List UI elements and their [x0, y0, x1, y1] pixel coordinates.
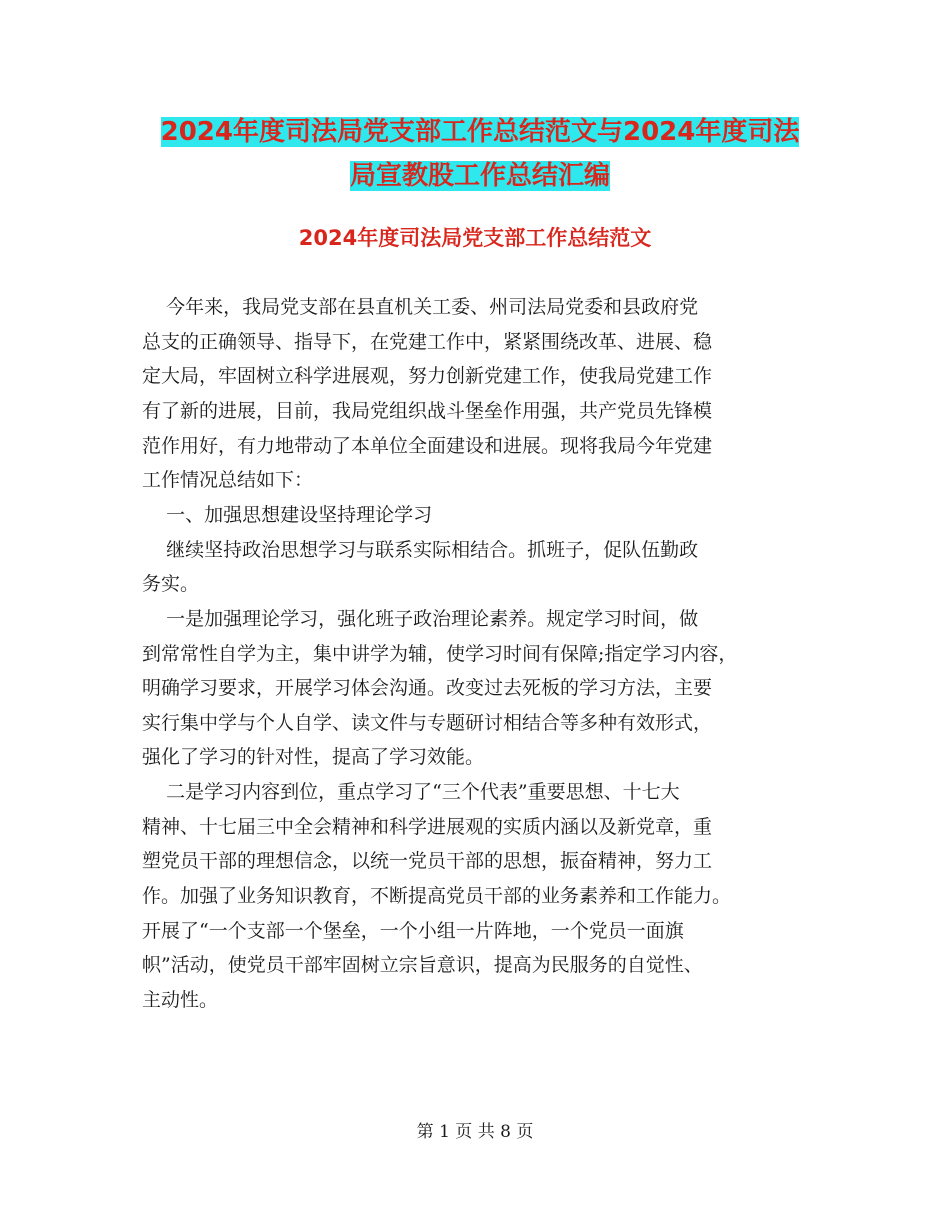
body-line: 工作情况总结如下：: [142, 469, 314, 492]
main-title-line-1: [130, 109, 830, 155]
body-line: 务实。: [142, 573, 200, 596]
body-line: 定大局，牢固树立科学进展观，努力创新党建工作，使我局党建工作: [142, 365, 713, 388]
body-line: 继续坚持政治思想学习与联系实际相结合。抓班子，促队伍勤政: [142, 538, 699, 561]
body-line: 今年来，我局党支部在县直机关工委、州司法局党委和县政府党: [142, 296, 699, 318]
body-line: 实行集中学与个人自学、读文件与专题研讨相结合等多种有效形式，: [142, 711, 713, 734]
body-line: 一是加强理论学习，强化班子政治理论素养。规定学习时间，做: [142, 607, 699, 630]
body-line: 精神、十七届三中全会精神和科学进展观的实质内涵以及新党章，重: [142, 815, 713, 838]
main-title-line-2-text: 局宣教股工作总结汇编: [349, 161, 610, 191]
body-line: 主动性。: [142, 989, 219, 1011]
body-line: 总支的正确领导、指导下，在党建工作中，紧紧围绕改革、进展、稳: [142, 330, 713, 353]
main-title-line-1-text: 2024年度司法局党支部工作总结范文与2024年度司法: [160, 117, 800, 147]
section-title: 2024年度司法局党支部工作总结范文: [298, 226, 652, 250]
body-line: 帜”活动，使党员干部牢固树立宗旨意识，提高为民服务的自觉性、: [142, 954, 703, 977]
body-line: 明确学习要求，开展学习体会沟通。改变过去死板的学习方法，主要: [142, 677, 713, 700]
main-title-line-2: [130, 153, 830, 199]
body-line: 开展了“一个支部一个堡垒，一个小组一片阵地，一个党员一面旗: [142, 919, 684, 942]
body-line: 有了新的进展，目前，我局党组织战斗堡垒作用强，共产党员先锋模: [142, 399, 713, 422]
body-line: 范作用好，有力地带动了本单位全面建设和进展。现将我局今年党建: [142, 434, 713, 457]
body-line: 一、加强思想建设坚持理论学习: [142, 503, 433, 526]
body-line: 到常常性自学为主，集中讲学为辅，使学习时间有保障;指定学习内容，: [142, 642, 738, 665]
body-line: 二是学习内容到位，重点学习了“三个代表”重要思想、十七大: [142, 781, 680, 804]
body-line: 塑党员干部的理想信念，以统一党员干部的思想，振奋精神，努力工: [142, 850, 713, 873]
page-footer: 第 1 页 共 8 页: [416, 1122, 534, 1142]
body-line: 作。加强了业务知识教育，不断提高党员干部的业务素养和工作能力。: [142, 885, 732, 908]
body-line: 强化了学习的针对性，提高了学习效能。: [142, 746, 485, 769]
